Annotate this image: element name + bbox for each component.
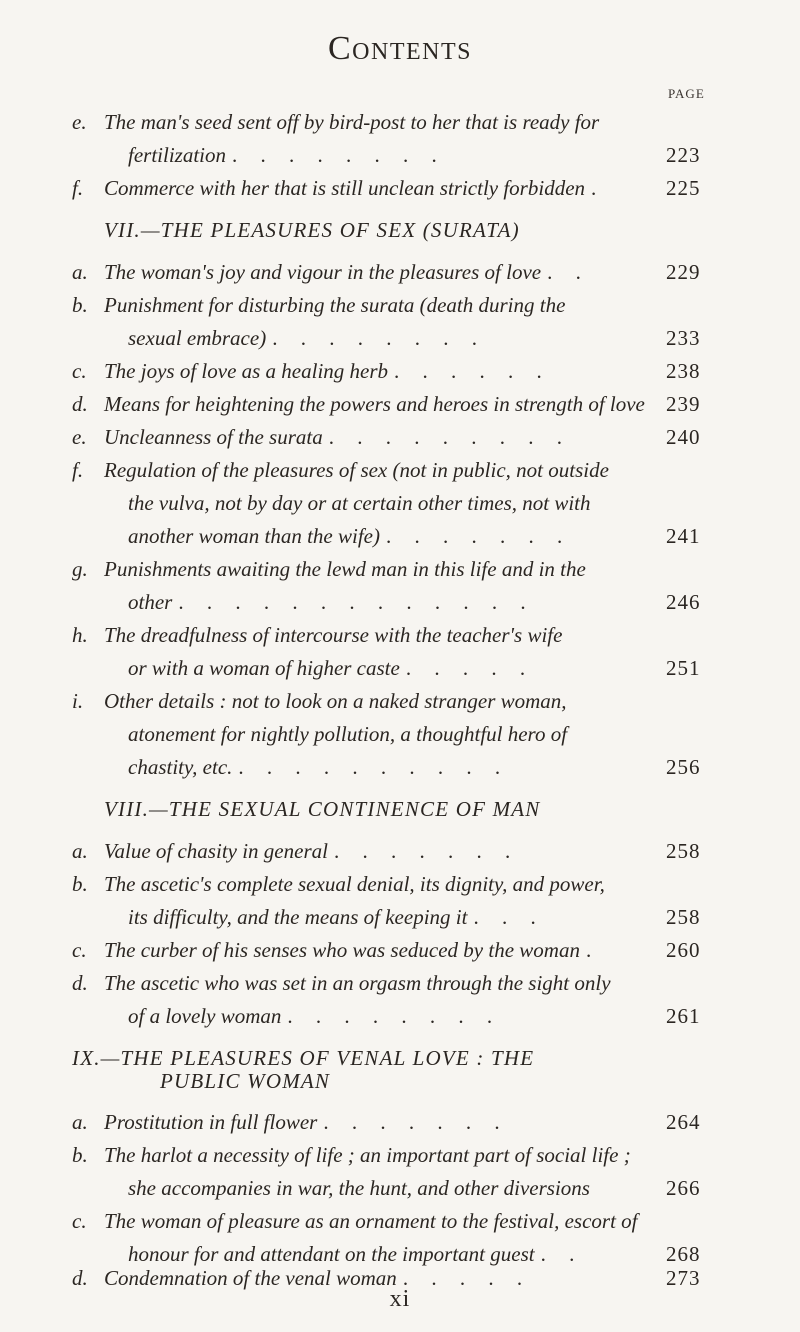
page-number: 223 xyxy=(666,143,701,167)
page-folio: xi xyxy=(389,1286,411,1312)
leader-dots: . . . xyxy=(473,905,545,929)
entry-title-line: chastity, etc. xyxy=(128,755,233,779)
section-heading: VII.—THE PLEASURES OF SEX (SURATA) xyxy=(104,218,520,242)
page-number: 238 xyxy=(666,359,701,383)
page-number: 241 xyxy=(666,524,701,548)
page-number: 251 xyxy=(666,656,701,680)
leader-dots: . xyxy=(591,176,606,200)
entry-title-line: Value of chasity in general xyxy=(104,839,328,863)
page-number: 261 xyxy=(666,1004,701,1028)
entry-title-line: Other details : not to look on a naked stranger woman, xyxy=(104,689,567,713)
entry-title-line: the vulva, not by day or at certain other times, not with xyxy=(128,491,591,515)
entry-title-line: Uncleanness of the surata xyxy=(104,425,323,449)
leader-dots: . . . . . . . . . xyxy=(328,425,571,449)
section-heading: VIII.—THE SEXUAL CONTINENCE OF MAN xyxy=(104,797,541,821)
entry-title-line: The man's seed sent off by bird-post to her that is ready for xyxy=(104,110,600,134)
page-number: 258 xyxy=(666,905,701,929)
page-number: 273 xyxy=(666,1266,701,1290)
leader-dots: . . . . . . . . xyxy=(287,1004,502,1028)
page-number: 229 xyxy=(666,260,701,284)
entry-title-line: Regulation of the pleasures of sex (not in public, not outside xyxy=(104,458,609,482)
page-number: 240 xyxy=(666,425,701,449)
leader-dots: . . . . . . xyxy=(394,359,551,383)
entry-letter: i. xyxy=(72,689,84,713)
entry-letter: c. xyxy=(72,1209,87,1233)
page-number: 266 xyxy=(666,1176,701,1200)
entry-letter: g. xyxy=(72,557,88,581)
entry-title-line: of a lovely woman xyxy=(128,1004,282,1028)
leader-dots: . . . . . . . xyxy=(333,839,520,863)
entry-letter: a. xyxy=(72,1110,88,1134)
entry-title-line: atonement for nightly pollution, a thoughtful hero of xyxy=(128,722,568,746)
page-number: 258 xyxy=(666,839,701,863)
page-number: 246 xyxy=(666,590,701,614)
leader-dots: . . . . . . . . . . . . . xyxy=(178,590,535,614)
entry-title-line: The woman's joy and vigour in the pleasures of love xyxy=(104,260,542,284)
leader-dots: . xyxy=(585,938,601,962)
entry-title-line: Prostitution in full flower xyxy=(104,1110,318,1134)
entry-title-line: fertilization xyxy=(128,143,227,167)
leader-dots: . . . . . . . xyxy=(385,524,572,548)
entry-title-line: Punishment for disturbing the surata (death during the xyxy=(104,293,566,317)
entry-title-line: another woman than the wife) xyxy=(128,524,380,548)
leader-dots: . . . . . . . . . . xyxy=(238,755,510,779)
section-heading: IX.—THE PLEASURES OF VENAL LOVE : THE xyxy=(72,1046,535,1070)
entry-title-line: Commerce with her that is still unclean strictly forbidden xyxy=(104,176,586,200)
leader-dots: . . . . . . . xyxy=(323,1110,509,1134)
entry-letter: d. xyxy=(72,971,88,995)
entry-letter: a. xyxy=(72,839,88,863)
entry-letter: a. xyxy=(72,260,88,284)
page-number: 256 xyxy=(666,755,701,779)
leader-dots: . . . . . xyxy=(402,1266,532,1290)
entry-letter: f. xyxy=(72,176,84,200)
page-column-label: PAGE xyxy=(668,86,705,101)
entry-letter: b. xyxy=(72,293,88,317)
entry-letter: b. xyxy=(72,872,88,896)
entry-letter: d. xyxy=(72,392,88,416)
entry-title-line: or with a woman of higher caste xyxy=(128,656,400,680)
page-number: 260 xyxy=(666,938,701,962)
page-number: 239 xyxy=(666,392,701,416)
entry-letter: c. xyxy=(72,938,87,962)
entry-letter: h. xyxy=(72,623,88,647)
entry-title-line: The curber of his senses who was seduced by the woman xyxy=(104,938,580,962)
entry-title-line: she accompanies in war, the hunt, and other diversions xyxy=(128,1176,590,1200)
entry-letter: d. xyxy=(72,1266,88,1290)
entry-letter: e. xyxy=(72,425,87,449)
leader-dots: . . . . . . . . xyxy=(232,143,446,167)
entry-title-line: The ascetic who was set in an orgasm through the sight only xyxy=(104,971,611,995)
leader-dots: . . xyxy=(540,1242,584,1266)
page-number: 264 xyxy=(666,1110,701,1134)
entry-letter: e. xyxy=(72,110,87,134)
entry-title-line: other xyxy=(128,590,173,614)
entry-letter: b. xyxy=(72,1143,88,1167)
entry-title-line: its difficulty, and the means of keeping it xyxy=(128,905,468,929)
entry-title-line: The dreadfulness of intercourse with the teacher's wife xyxy=(104,623,563,647)
page-number: 225 xyxy=(666,176,701,200)
entry-title-line: Means for heightening the powers and heroes in strength of love xyxy=(104,392,645,416)
entry-letter: c. xyxy=(72,359,87,383)
entry-title-line: honour for and attendant on the important guest xyxy=(128,1242,535,1266)
entry-title-line: Punishments awaiting the lewd man in this life and in the xyxy=(104,557,586,581)
entry-title-line: The joys of love as a healing herb xyxy=(104,359,389,383)
section-heading-continued: PUBLIC WOMAN xyxy=(160,1069,331,1093)
leader-dots: . . . . . . . . xyxy=(272,326,486,350)
entry-title-line: The woman of pleasure as an ornament to the festival, escort of xyxy=(104,1209,638,1233)
entry-letter: f. xyxy=(72,458,84,482)
page-number: 233 xyxy=(666,326,701,350)
page-number: 268 xyxy=(666,1242,701,1266)
page-title: Contents xyxy=(327,30,472,67)
entry-title-line: Condemnation of the venal woman xyxy=(104,1266,397,1290)
leader-dots: . . . . . xyxy=(405,656,535,680)
entry-title-line: sexual embrace) xyxy=(128,326,267,350)
leader-dots: . . xyxy=(547,260,590,284)
entry-title-line: The harlot a necessity of life ; an important part of social life ; xyxy=(104,1143,631,1167)
entry-title-line: The ascetic's complete sexual denial, its dignity, and power, xyxy=(104,872,605,896)
